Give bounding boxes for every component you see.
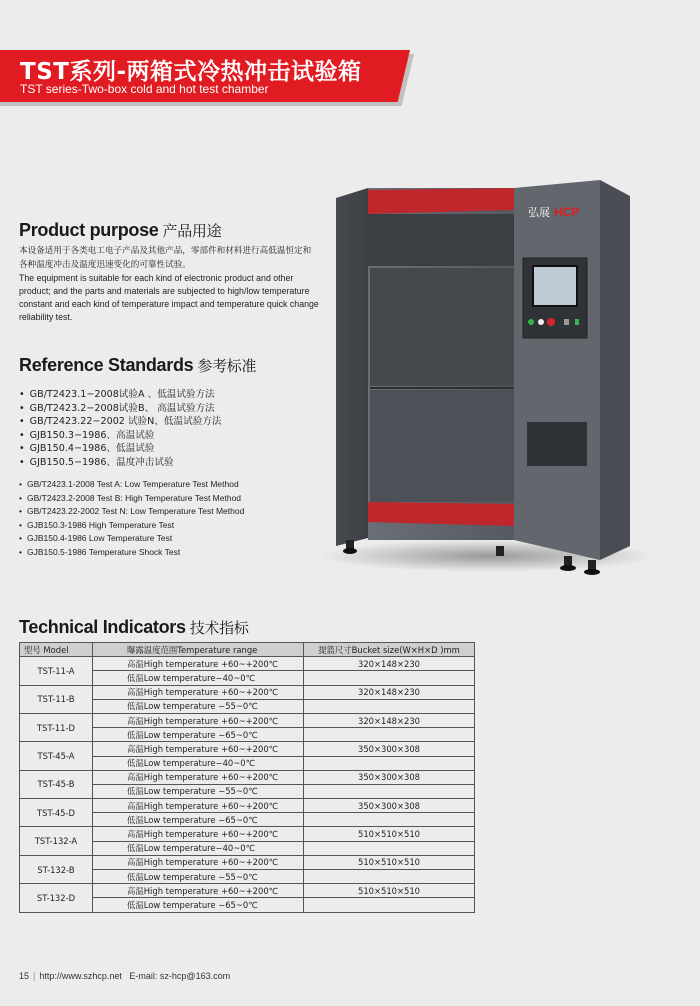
size-cell-empty [304, 841, 475, 855]
standards-heading-zh: 参考标准 [197, 357, 257, 375]
model-cell: TST-11-D [20, 713, 93, 741]
size-cell: 320×148×230 [304, 713, 475, 727]
high-temp-cell: 高温High temperature +60~+200℃ [93, 799, 304, 813]
standard-item-zh: • GB/T2423.1−2008试验A 、低温试验方法 [19, 388, 221, 402]
table-row [20, 855, 475, 869]
model-cell: TST-45-B [20, 770, 93, 798]
high-temp-cell: 高温High temperature +60~+200℃ [93, 685, 304, 699]
indicators-heading-en: Technical Indicators [19, 617, 186, 637]
high-temp-cell: 高温High temperature +60~+200℃ [93, 713, 304, 727]
power-button-icon [538, 319, 544, 325]
purpose-heading-zh: 产品用途 [162, 222, 222, 240]
standards-heading-en: Reference Standards [19, 355, 194, 375]
table-row [20, 770, 475, 784]
standard-item-zh: • GB/T2423.22−2002 试验N、低温试验方法 [19, 415, 221, 429]
standard-item-en: • GJB150.3-1986 High Temperature Test [19, 519, 244, 533]
high-temp-cell: 高温High temperature +60~+200℃ [93, 884, 304, 898]
size-cell: 350×300×308 [304, 799, 475, 813]
high-temp-cell: 高温High temperature +60~+200℃ [93, 657, 304, 671]
model-cell: TST-11-B [20, 685, 93, 713]
machine-brand: HCP [554, 205, 580, 219]
col-header-temp: 曝露温度范围Temperature range [93, 643, 304, 657]
spec-table [19, 642, 475, 913]
standard-item-en: • GJB150.4-1986 Low Temperature Test [19, 532, 244, 546]
purpose-text-zh: 本设备适用于各类电工电子产品及其他产品，零部件和材料进行高低温恒定和各种温度冲击及温度迅速变化的可靠性试验。 [19, 246, 312, 270]
standard-item-en: • GB/T2423.2-2008 Test B: High Temperature Test Method [19, 492, 244, 506]
low-temp-cell: 低温Low temperature −65~0℃ [93, 813, 304, 827]
indicator-light-icon [575, 319, 579, 325]
size-cell-empty [304, 728, 475, 742]
table-row [20, 685, 475, 699]
col-header-size: 提篮尺寸Bucket size(W×H×D )mm [304, 643, 475, 657]
model-cell: TST-45-A [20, 742, 93, 770]
model-cell: ST-132-D [20, 884, 93, 912]
size-cell-empty [304, 784, 475, 798]
size-cell-empty [304, 898, 475, 912]
low-temp-cell: 低温Low temperature −55~0℃ [93, 784, 304, 798]
size-cell: 320×148×230 [304, 657, 475, 671]
model-cell: ST-132-B [20, 855, 93, 883]
footer-url[interactable]: http://www.szhcp.net [39, 971, 122, 981]
low-temp-cell: 低温Low temperature −65~0℃ [93, 898, 304, 912]
indicators-heading [19, 617, 249, 638]
low-temp-cell: 低温Low temperature−40~0℃ [93, 671, 304, 685]
high-temp-cell: 高温High temperature +60~+200℃ [93, 855, 304, 869]
low-temp-cell: 低温Low temperature −55~0℃ [93, 870, 304, 884]
size-cell: 510×510×510 [304, 884, 475, 898]
model-cell: TST-132-A [20, 827, 93, 855]
page-number: 15 [19, 971, 30, 981]
size-cell: 510×510×510 [304, 827, 475, 841]
standard-item-zh: • GB/T2423.2−2008试验B、 高温试验方法 [19, 402, 221, 416]
purpose-heading [19, 220, 221, 241]
col-header-model: 型号 Model [20, 643, 93, 657]
table-row [20, 713, 475, 727]
size-cell: 350×300×308 [304, 742, 475, 756]
size-cell-empty [304, 813, 475, 827]
table-header-row [20, 643, 475, 657]
low-temp-cell: 低温Low temperature −55~0℃ [93, 699, 304, 713]
size-cell-empty [304, 870, 475, 884]
table-row [20, 884, 475, 898]
standard-item-en: • GB/T2423.1-2008 Test A: Low Temperature Test Method [19, 478, 244, 492]
page-subtitle: TST series-Two-box cold and hot test chamber [20, 82, 269, 96]
purpose-heading-en: Product purpose [19, 220, 159, 240]
emergency-stop-icon [547, 318, 555, 326]
size-cell: 320×148×230 [304, 685, 475, 699]
high-temp-cell: 高温High temperature +60~+200℃ [93, 827, 304, 841]
footer-email[interactable]: E-mail: sz-hcp@163.com [129, 971, 231, 981]
model-cell: TST-45-D [20, 799, 93, 827]
low-temp-cell: 低温Low temperature−40~0℃ [93, 756, 304, 770]
start-button-icon [528, 319, 534, 325]
page-title: TST系列-两箱式冷热冲击试验箱 [20, 59, 362, 85]
purpose-text-en: The equipment is suitable for each kind of electronic product and other product; and the parts and materials are subjected to high/low temperature constant and each kind of temperature impact and temperature quick change reliability test. [19, 273, 319, 322]
size-cell-empty [304, 699, 475, 713]
standard-item-zh: • GJB150.3−1986、高温试验 [19, 429, 221, 443]
standard-item-en: • GJB150.5-1986 Temperature Shock Test [19, 546, 244, 560]
low-temp-cell: 低温Low temperature −65~0℃ [93, 728, 304, 742]
size-cell-empty [304, 756, 475, 770]
standards-list-zh [19, 388, 221, 470]
size-cell: 510×510×510 [304, 855, 475, 869]
high-temp-cell: 高温High temperature +60~+200℃ [93, 742, 304, 756]
test-chamber-image [318, 176, 648, 576]
page-footer [19, 971, 230, 981]
high-temp-cell: 高温High temperature +60~+200℃ [93, 770, 304, 784]
machine-brand-prefix: 弘展 [528, 206, 550, 219]
indicators-heading-zh: 技术指标 [189, 619, 249, 637]
standards-heading [19, 355, 256, 376]
standard-item-zh: • GJB150.4−1986、低温试验 [19, 442, 221, 456]
table-row [20, 799, 475, 813]
standard-item-en: • GB/T2423.22-2002 Test N: Low Temperature Test Method [19, 505, 244, 519]
usb-port-icon [564, 319, 569, 325]
low-temp-cell: 低温Low temperature−40~0℃ [93, 841, 304, 855]
vent-grille [527, 422, 587, 466]
standards-list-en [19, 478, 244, 559]
standard-item-zh: • GJB150.5−1986、温度冲击试验 [19, 456, 221, 470]
size-cell: 350×300×308 [304, 770, 475, 784]
size-cell-empty [304, 671, 475, 685]
table-row [20, 657, 475, 671]
model-cell: TST-11-A [20, 657, 93, 685]
table-row [20, 827, 475, 841]
footer-separator: | [33, 971, 36, 981]
table-row [20, 742, 475, 756]
